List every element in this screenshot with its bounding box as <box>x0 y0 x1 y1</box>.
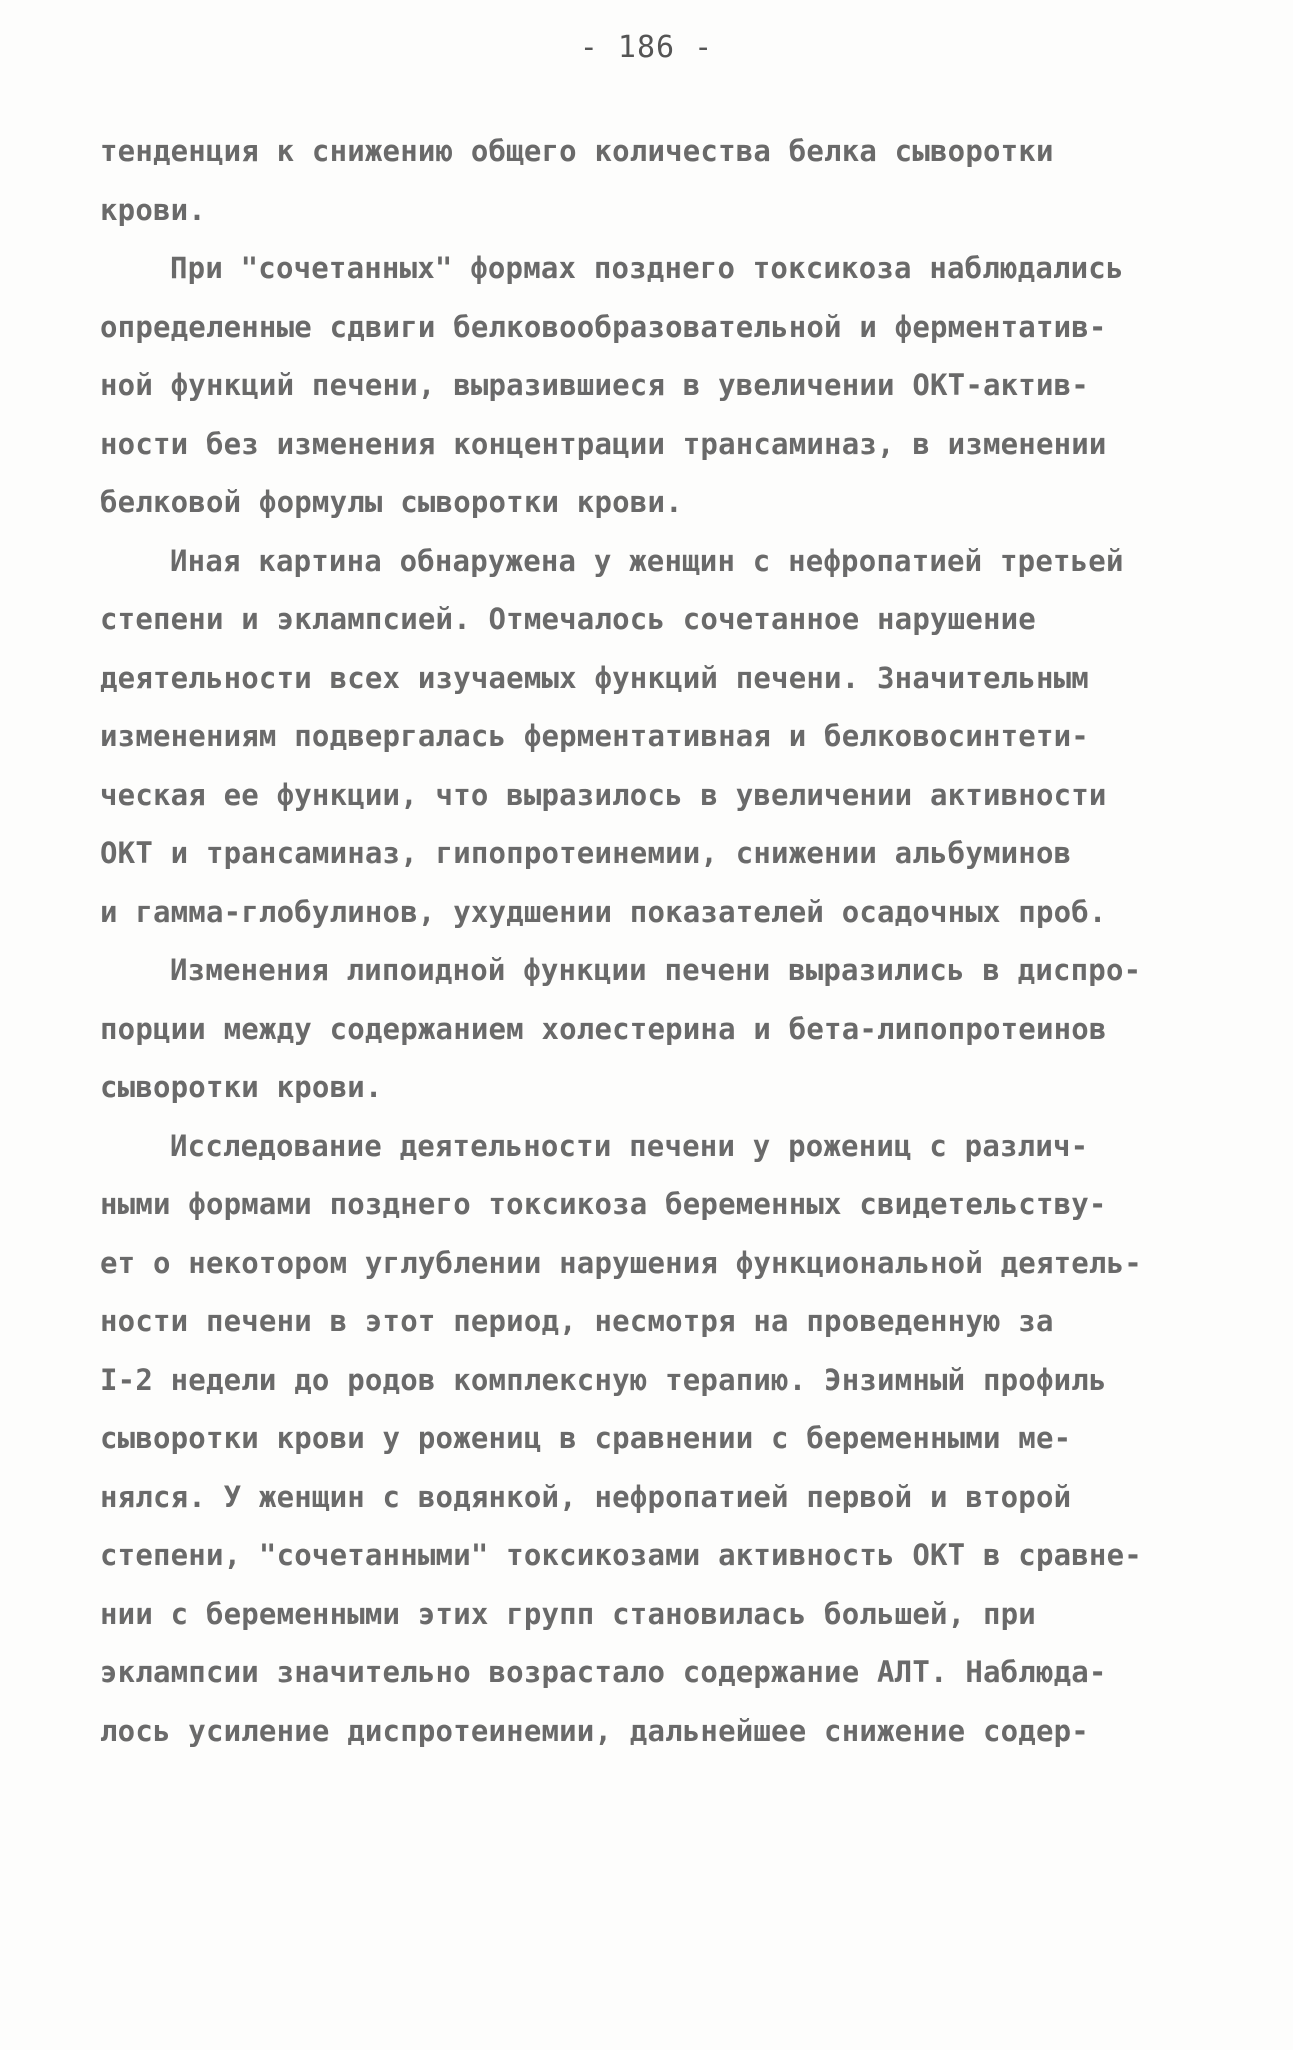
text-line: ной функций печени, выразившиеся в увеличении ОКТ-актив- <box>100 368 1089 402</box>
text-line: деятельности всех изучаемых функций печени. Значительным <box>100 660 1089 695</box>
text-line: ности без изменения концентрации трансаминаз, в изменении <box>100 426 1107 461</box>
text-line: и гамма-глобулинов, ухудшении показателей осадочных проб. <box>100 894 1107 929</box>
text-line: I-2 недели до родов комплексную терапию. Энзимный профиль <box>100 1362 1107 1397</box>
text-line: степени, "сочетанными" токсикозами активность ОКТ в сравне- <box>100 1538 1142 1572</box>
text-line: При "сочетанных" формах позднего токсикоза наблюдались <box>170 251 1124 285</box>
text-line: нии с беременными этих групп становилась большей, при <box>100 1596 1036 1631</box>
text-line: крови. <box>100 192 206 227</box>
text-line: ности печени в этот период, несмотря на проведенную за <box>100 1304 1054 1338</box>
text-line: тенденция к снижению общего количества белка сыворотки <box>100 134 1054 168</box>
text-line: Иная картина обнаружена у женщин с нефропатией третьей <box>170 543 1124 578</box>
text-line: степени и эклампсией. Отмечалось сочетанное нарушение <box>100 602 1036 636</box>
text-line: белковой формулы сыворотки крови. <box>100 485 683 519</box>
text-line: нялся. У женщин с водянкой, нефропатией первой и второй <box>100 1479 1072 1514</box>
text-line: определенные сдвиги белковообразовательной и ферментатив- <box>100 309 1107 344</box>
text-line: ными формами позднего токсикоза беременных свидетельству- <box>100 1187 1107 1221</box>
text-line: порции между содержанием холестерина и бета-липопротеинов <box>100 1011 1107 1046</box>
text-line: Изменения липоидной функции печени выразились в диспро- <box>170 953 1142 987</box>
text-line: изменениям подвергалась ферментативная и белковосинтети- <box>100 719 1089 753</box>
text-line: ет о некотором углублении нарушения функциональной деятель- <box>100 1245 1142 1280</box>
body-text <box>100 122 1220 1760</box>
text-line: Исследование деятельности печени у рожениц с различ- <box>170 1128 1089 1163</box>
page-number: - 186 - <box>579 30 714 65</box>
text-line: ческая ее функции, что выразилось в увеличении активности <box>100 777 1107 812</box>
text-line: лось усиление диспротеинемии, дальнейшее снижение содер- <box>100 1713 1089 1748</box>
text-line: эклампсии значительно возрастало содержание АЛТ. Наблюда- <box>100 1655 1107 1689</box>
text-line: ОКТ и трансаминаз, гипопротеинемии, снижении альбуминов <box>100 836 1072 870</box>
text-line: сыворотки крови у рожениц в сравнении с беременными ме- <box>100 1421 1072 1455</box>
text-line: сыворотки крови. <box>100 1070 383 1104</box>
